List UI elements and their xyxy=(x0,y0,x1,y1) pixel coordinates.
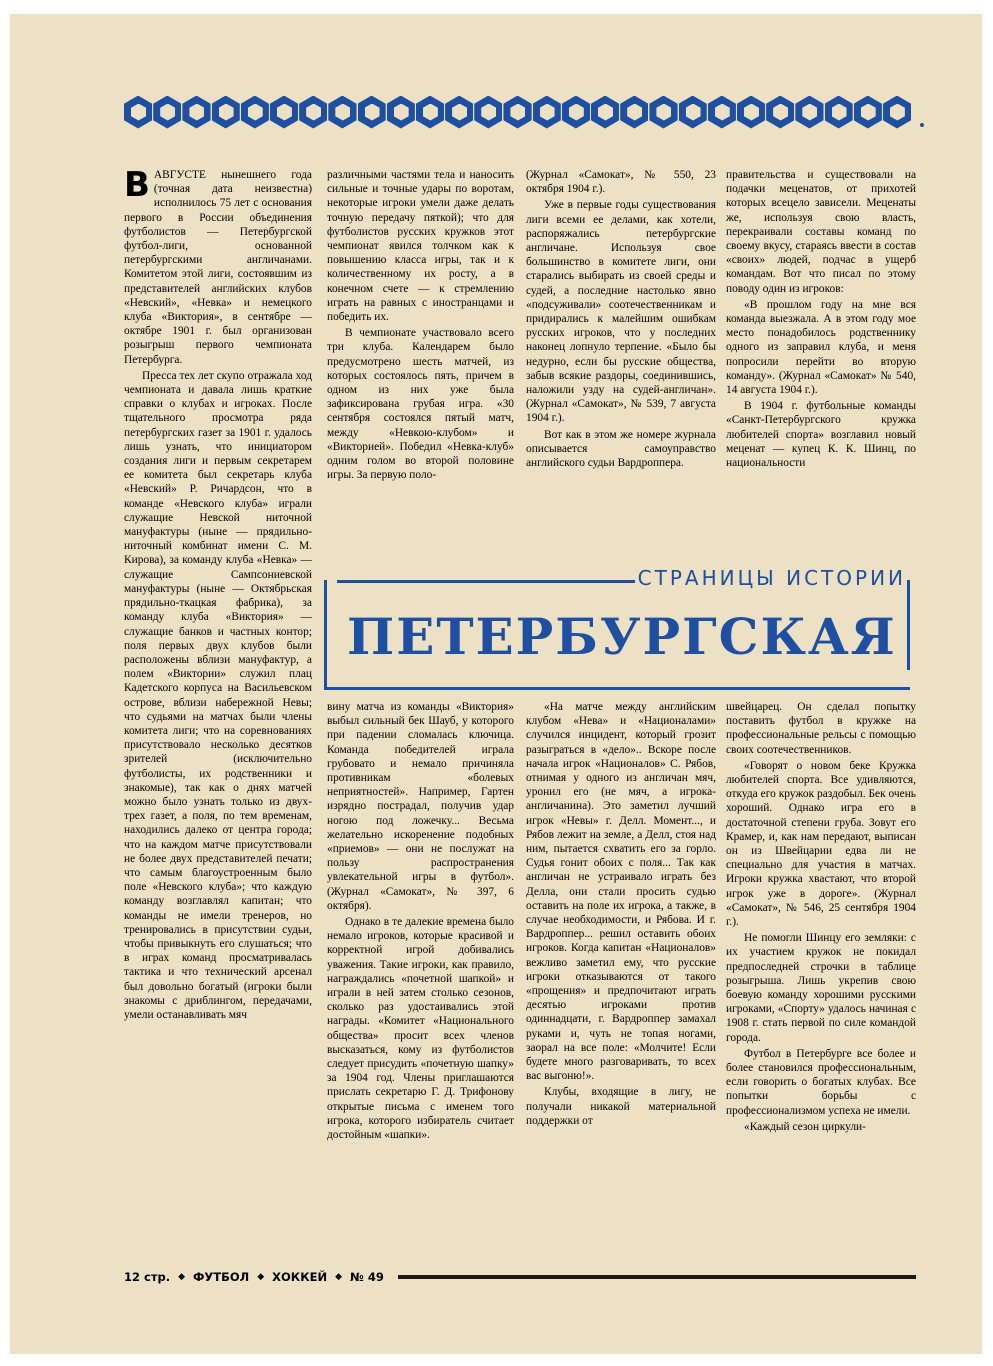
hexagon-cube-icon xyxy=(766,96,794,129)
paragraph: «Говорят о новом беке Кружка любителей спорта. Все удивляются, откуда его кружок раздобыл. Бек очень хороший. Однако игра его в достаточной степени груба. Зовут его Крамер, и, как нам передают, выписан он из Швейцарии едва ли не специально для участия в матчах. Игроки кружка хвастают, что второй игрок уже в дороге». (Журнал «Самокат», № 546, 25 сентября 1904 г.). xyxy=(726,759,916,929)
diamond-icon: ◆ xyxy=(257,1272,265,1282)
paragraph: «Каждый сезон циркули- xyxy=(744,1120,866,1133)
hexagon-cube-icon xyxy=(562,96,590,129)
footer-rule xyxy=(398,1275,916,1279)
paragraph: правительства и существовали на подачки меценатов, от прихотей которых всецело зависели. Меценаты же, используя свою власть, перекраивали составы команд по своему вкусу, стараясь ввести в состав «своих» людей, подчас в ущерб командам. Вот что писал по этому поводу один из игроков: xyxy=(726,169,916,295)
hexagon-cube-icon xyxy=(182,96,210,129)
paragraph: Футбол в Петербурге все более и более становился профессиональным, если говорить о богатых клубах. Все попытки борьбы с профессионализмом успеха не имели. xyxy=(726,1047,916,1117)
paragraph: «В прошлом году на мне вся команда выезжала. А в этом году мое место понадобилось родственнику одного из заправил клуба, и меня попросили перейти во вторую команду». (Журнал «Самокат» № 540, 14 августа 1904 г.). xyxy=(726,298,916,397)
hexagon-cube-icon xyxy=(445,96,473,129)
paragraph: АВГУСТЕ нынешнего года (точная дата неизвестна) исполнилось 75 лет с основания первого в России объединения футболистов — Петербургской футбол-лиги, основанной петербургскими англичанами. Комитетом этой лиги, состоявшим из представителей английских клубов «Невский», «Невка» и немецкого клуба «Виктория», в сентябре — октябре 1901 г. был организован розыгрыш первого чемпионата Петербурга. xyxy=(124,169,312,366)
hexagon-cube-icon xyxy=(591,96,619,129)
hexagon-cube-icon xyxy=(387,96,415,129)
hexagon-cube-icon xyxy=(825,96,853,129)
hexagon-cube-icon xyxy=(358,96,386,129)
paragraph: В 1904 г. футбольные команды «Санкт-Петербургского кружка любителей спорта» возглавил новый меценат — купец К. К. Шинц, по национальности xyxy=(726,400,916,470)
magazine-name-part1: ФУТБОЛ xyxy=(193,1270,250,1284)
paragraph: (Журнал «Самокат», № 550, 23 октября 1904 г.). xyxy=(526,169,716,196)
drop-cap: В xyxy=(124,168,150,205)
hexagon-cube-icon xyxy=(708,96,736,129)
article-column-1 xyxy=(124,168,312,1256)
article-column-3 xyxy=(526,168,716,548)
hexagon-cube-icon xyxy=(620,96,648,129)
hexagon-cube-icon xyxy=(679,96,707,129)
hexagon-cube-icon xyxy=(503,96,531,129)
hexagon-cube-icon xyxy=(212,96,240,129)
paragraph: Однако в те далекие времена было немало игроков, которые красивой и корректной игрой добивались уважения. Такие игроки, как правило, награждались «почетной шапкой» и играли в ней затем столько сезонов, сколько раз удостаивались этой награды. «Комитет «Национального общества» просит всех членов высказаться, кому из футболистов следует присудить «почетную шапку» за 1904 год. Члены приглашаются прислать секретарю Г. Д. Трифонову открытые письма с именем того игрока, которого избиратель считает достойным «шапки». xyxy=(327,916,514,1142)
paragraph: вину матча из команды «Виктория» выбыл сильный бек Шауб, у которого при падении сломалась ключица. Команда победителей играла грубовато и немало причиняла противникам «болевых неприятностей». Например, Гартен изрядно пострадал, получив удар ногою под ложечку... Весьма желательно искоренение подобных «приемов» — они не послужат на пользу распространения увлекательной игры в футбол». (Журнал «Самокат», № 397, 6 октября). xyxy=(327,701,514,912)
section-heading xyxy=(324,566,910,690)
hexagon-cube-icon xyxy=(299,96,327,129)
article-column-5 xyxy=(327,700,514,1256)
issue-number: № 49 xyxy=(350,1270,384,1284)
hexagon-cube-icon xyxy=(124,96,152,129)
paragraph: Не помогли Шинцу его земляки: с их участием кружок не покидал предпоследней строчки в таблице розыгрыша. Лишь укрепив свою боевую команду хорошими русскими игроками, «Спорту» удалось начиная с 1908 г. стать первой по силе командой города. xyxy=(726,932,916,1044)
diamond-icon: ◆ xyxy=(335,1272,343,1282)
hexagon-cube-icon xyxy=(474,96,502,129)
page-number: 12 стр. xyxy=(124,1270,171,1284)
diamond-icon: ◆ xyxy=(178,1272,186,1282)
paragraph: Вот как в этом же номере журнала описывается самоуправство английского судьи Вардроппера. xyxy=(526,428,716,470)
hexagon-cube-icon xyxy=(153,96,181,129)
heading-frame xyxy=(324,580,910,690)
hexagon-cube-icon xyxy=(649,96,677,129)
paragraph: Клубы, входящие в лигу, не получали никакой материальной поддержки от xyxy=(526,1086,716,1127)
section-kicker: СТРАНИЦЫ ИСТОРИИ xyxy=(637,566,906,590)
hexagon-cube-icon xyxy=(795,96,823,129)
hexagon-cube-icon xyxy=(270,96,298,129)
hexagon-cube-icon xyxy=(883,96,911,129)
article-column-4 xyxy=(726,168,916,548)
hexagon-cube-icon xyxy=(854,96,882,129)
magazine-name-part2: ХОККЕЙ xyxy=(272,1270,328,1284)
ornament-dot xyxy=(920,123,924,127)
paragraph: различными частями тела и наносить сильные и точные удары по воротам, некоторые игроки умели даже делать точную передачу пяткой); что для футболистов русских кружков этот чемпионат явился толчком как к повышению класса игры, так и к количественному их росту, а в конечном счете — к стремлению играть на равных с иностранцами и победить их. xyxy=(327,169,514,324)
hexagon-cube-icon xyxy=(533,96,561,129)
hexagon-cube-icon xyxy=(241,96,269,129)
paragraph: швейцарец. Он сделал попытку поставить футбол в кружке на профессиональные рельсы с помощью своих соотечественников. xyxy=(726,701,916,756)
article-column-2 xyxy=(327,168,514,548)
article-title: ПЕТЕРБУРГСКАЯ xyxy=(347,607,897,666)
hexagon-cube-icon xyxy=(416,96,444,129)
paragraph: В чемпионате участвовало всего три клуба. Календарем было предусмотрено шесть матчей, из которых состоялось пять, причем в одном из них уже была зафиксирована грубая игра. «30 сентября состоялся пятый матч, между «Невкою-клубом» и «Викторией». Победил «Невка-клуб» одним голом во второй половине игры. За первую поло- xyxy=(327,327,514,482)
hexagon-cube-icon xyxy=(737,96,765,129)
paragraph: Уже в первые годы существования лиги всеми ее делами, как хотели, распоряжались петербургские англичане. Используя свое большинство в комитете лиги, они старались выбирать из своей среды и судей, а последние настолько явно «подсуживали» соотечественникам и придирались к малейшим ошибкам русских игроков, что у последних наконец лопнуло терпение. «Было бы недурно, если бы русские общества, забыв всякие раздоры, соединившись, наложили узду на судей-англичан». (Журнал «Самокат», № 539, 7 августа 1904 г.). xyxy=(526,199,716,425)
hexagon-cube-icon xyxy=(328,96,356,129)
page-footer xyxy=(124,1268,916,1286)
header-ornament xyxy=(124,90,924,134)
article-column-6 xyxy=(526,700,716,1256)
article-column-7 xyxy=(726,700,916,1256)
paragraph: «На матче между английским клубом «Нева» и «Националами» случился инцидент, который грозит разыграться в «дело».. Вскоре после начала игрок «Националов» С. Рябов, отнимая у одного из англичан мяч, уронил его (не мяч, а игрока-англичанина). Это заметил лучший игрок «Невы» г. Делл. Момент..., и Рябов лежит на земле, а Делл, стоя над ним, пытается схватить его за горло. Судья гонит обоих с поля... Так как англичан не устраивало играть без Делла, они стали просить судью оставить на поле их игрока, а также, в случае необходимости, и Рябова. И г. Вардроппер... решил оставить обоих игроков. Когда капитан «Националов» вежливо заметил ему, что русские игроки отказываются от такого «прощения» и предпочитают играть десятью игроками против одиннадцати, г. Вардроппер замахал руками и, чуть не топая ногами, заорал на все поле: «Молчите! Если будете много разговаривать, то всех вас выгоню!». xyxy=(526,701,716,1083)
paragraph: Пресса тех лет скупо отражала ход чемпионата и давала лишь краткие справки о клубах и игроках. После тщательного просмотра ряда петербургских газет за 1901 г. удалось лишь узнать, что инициатором создания лиги и первым секретарем ее комитета был секретарь клуба «Невский» Р. Ричардсон, что в команде «Невского клуба» играли служащие Невской ниточной мануфактуры (ныне — прядильно-ниточный комбинат имени С. М. Кирова), за команду клуба «Невка» — служащие Сампсониевской мануфактуры (ныне — Октябрьская прядильно-ткацкая фабрика), за команду клуба «Виктория» — служащие банков и частных контор; поля первых двух клубов были расположены вблизи мануфактур, а полем «Виктории» служил плац Кадетского корпуса на Васильевском острове, вблизи набережной Невы; что судьями на матчах были члены комитета лиги; что на соревнованиях присутствовало несколько десятков зрителей (исключительно футболисты, их родственники и знакомые), так как о днях матчей можно было узнать только из двух-трех газет, а поля, по тем временам, находились далеко от центра города; что на каждом матче присутствовали не более двух представителей печати; что самым благоустроенным было поле «Невского клуба»; что каждую команду возглавлял капитан; что команды не имели тренеров, но тренировались в присутствии судьи, чтобы привыкнуть его слушаться; что в играх команд просматривалась тактика и что технический арсенал был довольно богатый (игроки были знакомы с дриблингом, передачами, умели останавливать мяч xyxy=(124,369,312,1021)
